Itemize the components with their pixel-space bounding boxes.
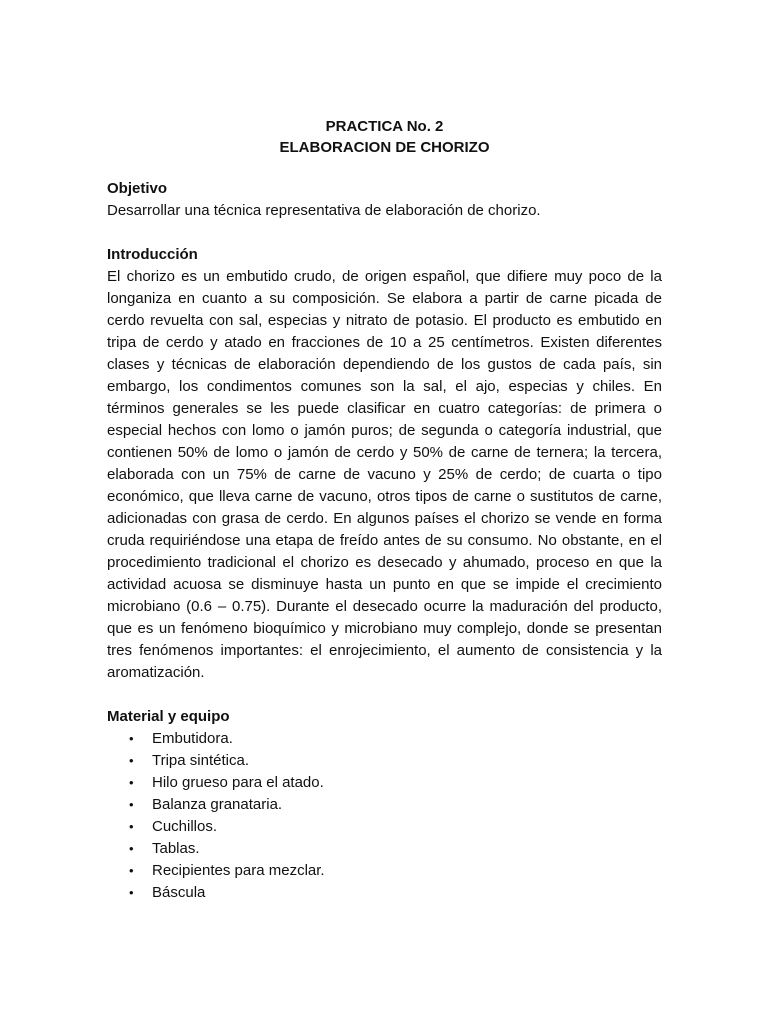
objective-text: Desarrollar una técnica representativa de elaboración de chorizo. [107, 202, 541, 219]
bullet-icon: • [129, 797, 134, 812]
bullet-icon: • [129, 753, 134, 768]
objective-section [107, 178, 662, 222]
introduction-heading: Introducción [107, 246, 198, 263]
list-item [107, 794, 662, 816]
bullet-icon: • [129, 885, 134, 900]
bullet-icon: • [129, 731, 134, 746]
list-item [107, 772, 662, 794]
bullet-icon: • [129, 819, 134, 834]
list-item-text: Báscula [152, 884, 206, 901]
list-item-text: Embutidora. [152, 730, 233, 747]
bullet-icon: • [129, 863, 134, 878]
objective-heading: Objetivo [107, 180, 168, 197]
list-item-text: Cuchillos. [152, 818, 218, 835]
list-item [107, 816, 662, 838]
materials-section [107, 706, 662, 904]
materials-heading: Material y equipo [107, 708, 230, 725]
list-item-text: Recipientes para mezclar. [152, 862, 325, 879]
document-title-line2: ELABORACION DE CHORIZO [279, 139, 490, 156]
list-item [107, 728, 662, 750]
introduction-section [107, 244, 662, 684]
list-item [107, 882, 662, 904]
list-item [107, 860, 662, 882]
list-item [107, 750, 662, 772]
document-title-line1: PRACTICA No. 2 [325, 118, 444, 135]
document-page [107, 116, 662, 926]
list-item-text: Tripa sintética. [152, 752, 249, 769]
materials-list [107, 728, 662, 904]
list-item-text: Tablas. [152, 840, 200, 857]
list-item-text: Hilo grueso para el atado. [152, 774, 324, 791]
bullet-icon: • [129, 841, 134, 856]
list-item [107, 838, 662, 860]
list-item-text: Balanza granataria. [152, 796, 283, 813]
bullet-icon: • [129, 775, 134, 790]
introduction-text: El chorizo es un embutido crudo, de origen español, que difiere muy poco de la longaniza en cuanto a su composición. Se elabora a partir de carne picada de cerdo revuelta con sal, especias y nitrato de potasio. El producto es embutido en tripa de cerdo y atado en fracciones de 10 a 25 centímetros. Existen diferentes clases y técnicas de elaboración dependiendo de los gustos de cada país, sin embargo, los condimentos comunes son la sal, el ajo, especias y chiles. En términos generales se les puede clasificar en cuatro categorías: de primera o especial hechos con lomo o jamón puros; de segunda o categoría industrial, que contienen 50% de lomo o jamón de cerdo y 50% de carne de ternera; la tercera, elaborada con un 75% de carne de vacuno y 25% de cerdo; de cuarta o tipo económico, que lleva carne de vacuno, otros tipos de carne o sustitutos de carne, adicionadas con grasa de cerdo. En algunos países el chorizo se vende en forma cruda requiriéndose una etapa de freído antes de su consumo. No obstante, en el procedimiento tradicional el chorizo es desecado y ahumado, proceso en que la actividad acuosa se disminuye hasta un punto en que se impide el crecimiento microbiano (0.6 – 0.75). Durante el desecado ocurre la maduración del producto, que es un fenómeno bioquímico y microbiano muy complejo, donde se presentan tres fenómenos importantes: el enrojecimiento, el aumento de consistencia y la aromatización. [107, 268, 662, 681]
title-block [107, 116, 662, 158]
